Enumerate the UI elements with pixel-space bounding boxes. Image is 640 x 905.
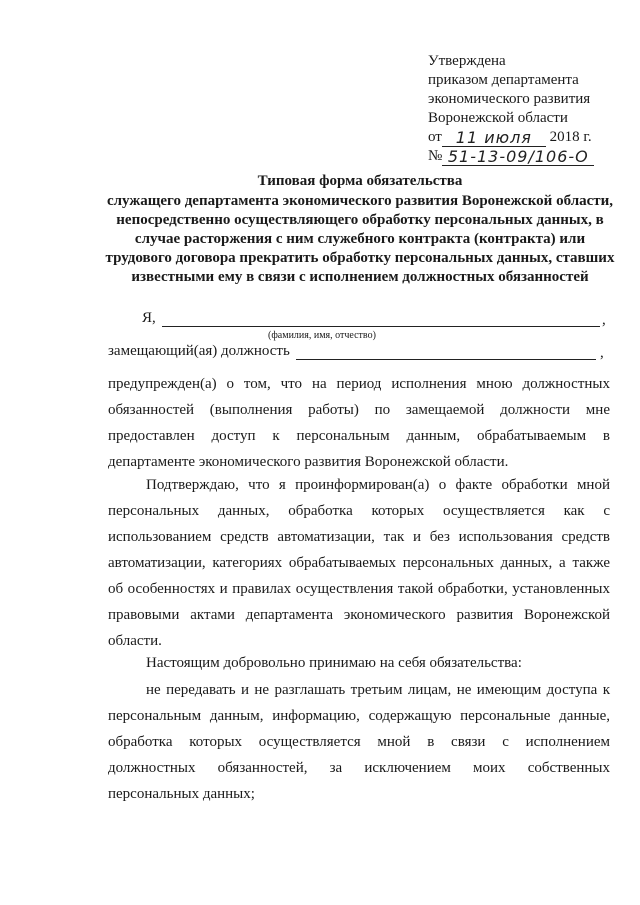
date-prefix: от [428, 129, 442, 145]
title-line: Типовая форма обязательства [257, 173, 463, 189]
approval-number [428, 147, 628, 166]
approval-line: экономического развития [428, 91, 591, 107]
approval-line: Утверждена [428, 53, 506, 69]
fio-hint: (фамилия, имя, отчество) [268, 330, 376, 341]
paragraph-confirmation: Подтверждаю, что я проинформирован(а) о факте обработки мной персональных данных, обработка которых осуществляется как с использованием средств автоматизации, так и без использования средств автоматизации, категориях обрабатываемых персональных данных, а также об особенностях и правилах осуществления такой обработки, установленных правовыми актами департамента экономического развития Воронежской области. [108, 477, 610, 649]
title-body: служащего департамента экономического развития Воронежской области, непосредственно осуществляющего обработку персональных данных, в случае расторжения с ним служебного контракта (контракта) или трудового договора прекратить обработку персональных данных, ставших известными ему в связи с исполнением должностных обязанностей [105, 193, 615, 285]
fio-underline [162, 326, 600, 327]
position-label: замещающий(ая) должность [108, 343, 290, 359]
position-underline [296, 359, 596, 360]
approval-block [428, 52, 628, 166]
comma: , [600, 345, 604, 361]
paragraph-obligation-1: не передавать и не разглашать третьим лицам, не имеющим доступа к персональным данным, информацию, содержащую персональные данные, обработка которых осуществляется мной в связи с исполнением должностных обязанностей, за исключением моих собственных персональных данных; [108, 682, 610, 802]
approval-line: Воронежской области [428, 110, 568, 126]
ya-label: Я, [142, 310, 156, 326]
document-title [100, 172, 620, 287]
paragraph-obligations-intro: Настоящим добровольно принимаю на себя обязательства: [146, 655, 522, 671]
date-year: 2018 г. [549, 129, 592, 145]
paragraph-access-notice: предупрежден(а) о том, что на период исполнения мною должностных обязанностей (выполнения работы) по замещаемой должности мне предоставлен доступ к персональным данным, обрабатываемым в департаменте экономического развития Воронежской области. [108, 376, 610, 470]
comma: , [602, 312, 606, 328]
approval-date [428, 128, 628, 147]
approval-line: приказом департамента [428, 72, 579, 88]
number-prefix: № [428, 148, 443, 164]
handwritten-date: 11 июля [455, 128, 532, 147]
handwritten-number: 51-13-09/106-О [447, 147, 589, 166]
